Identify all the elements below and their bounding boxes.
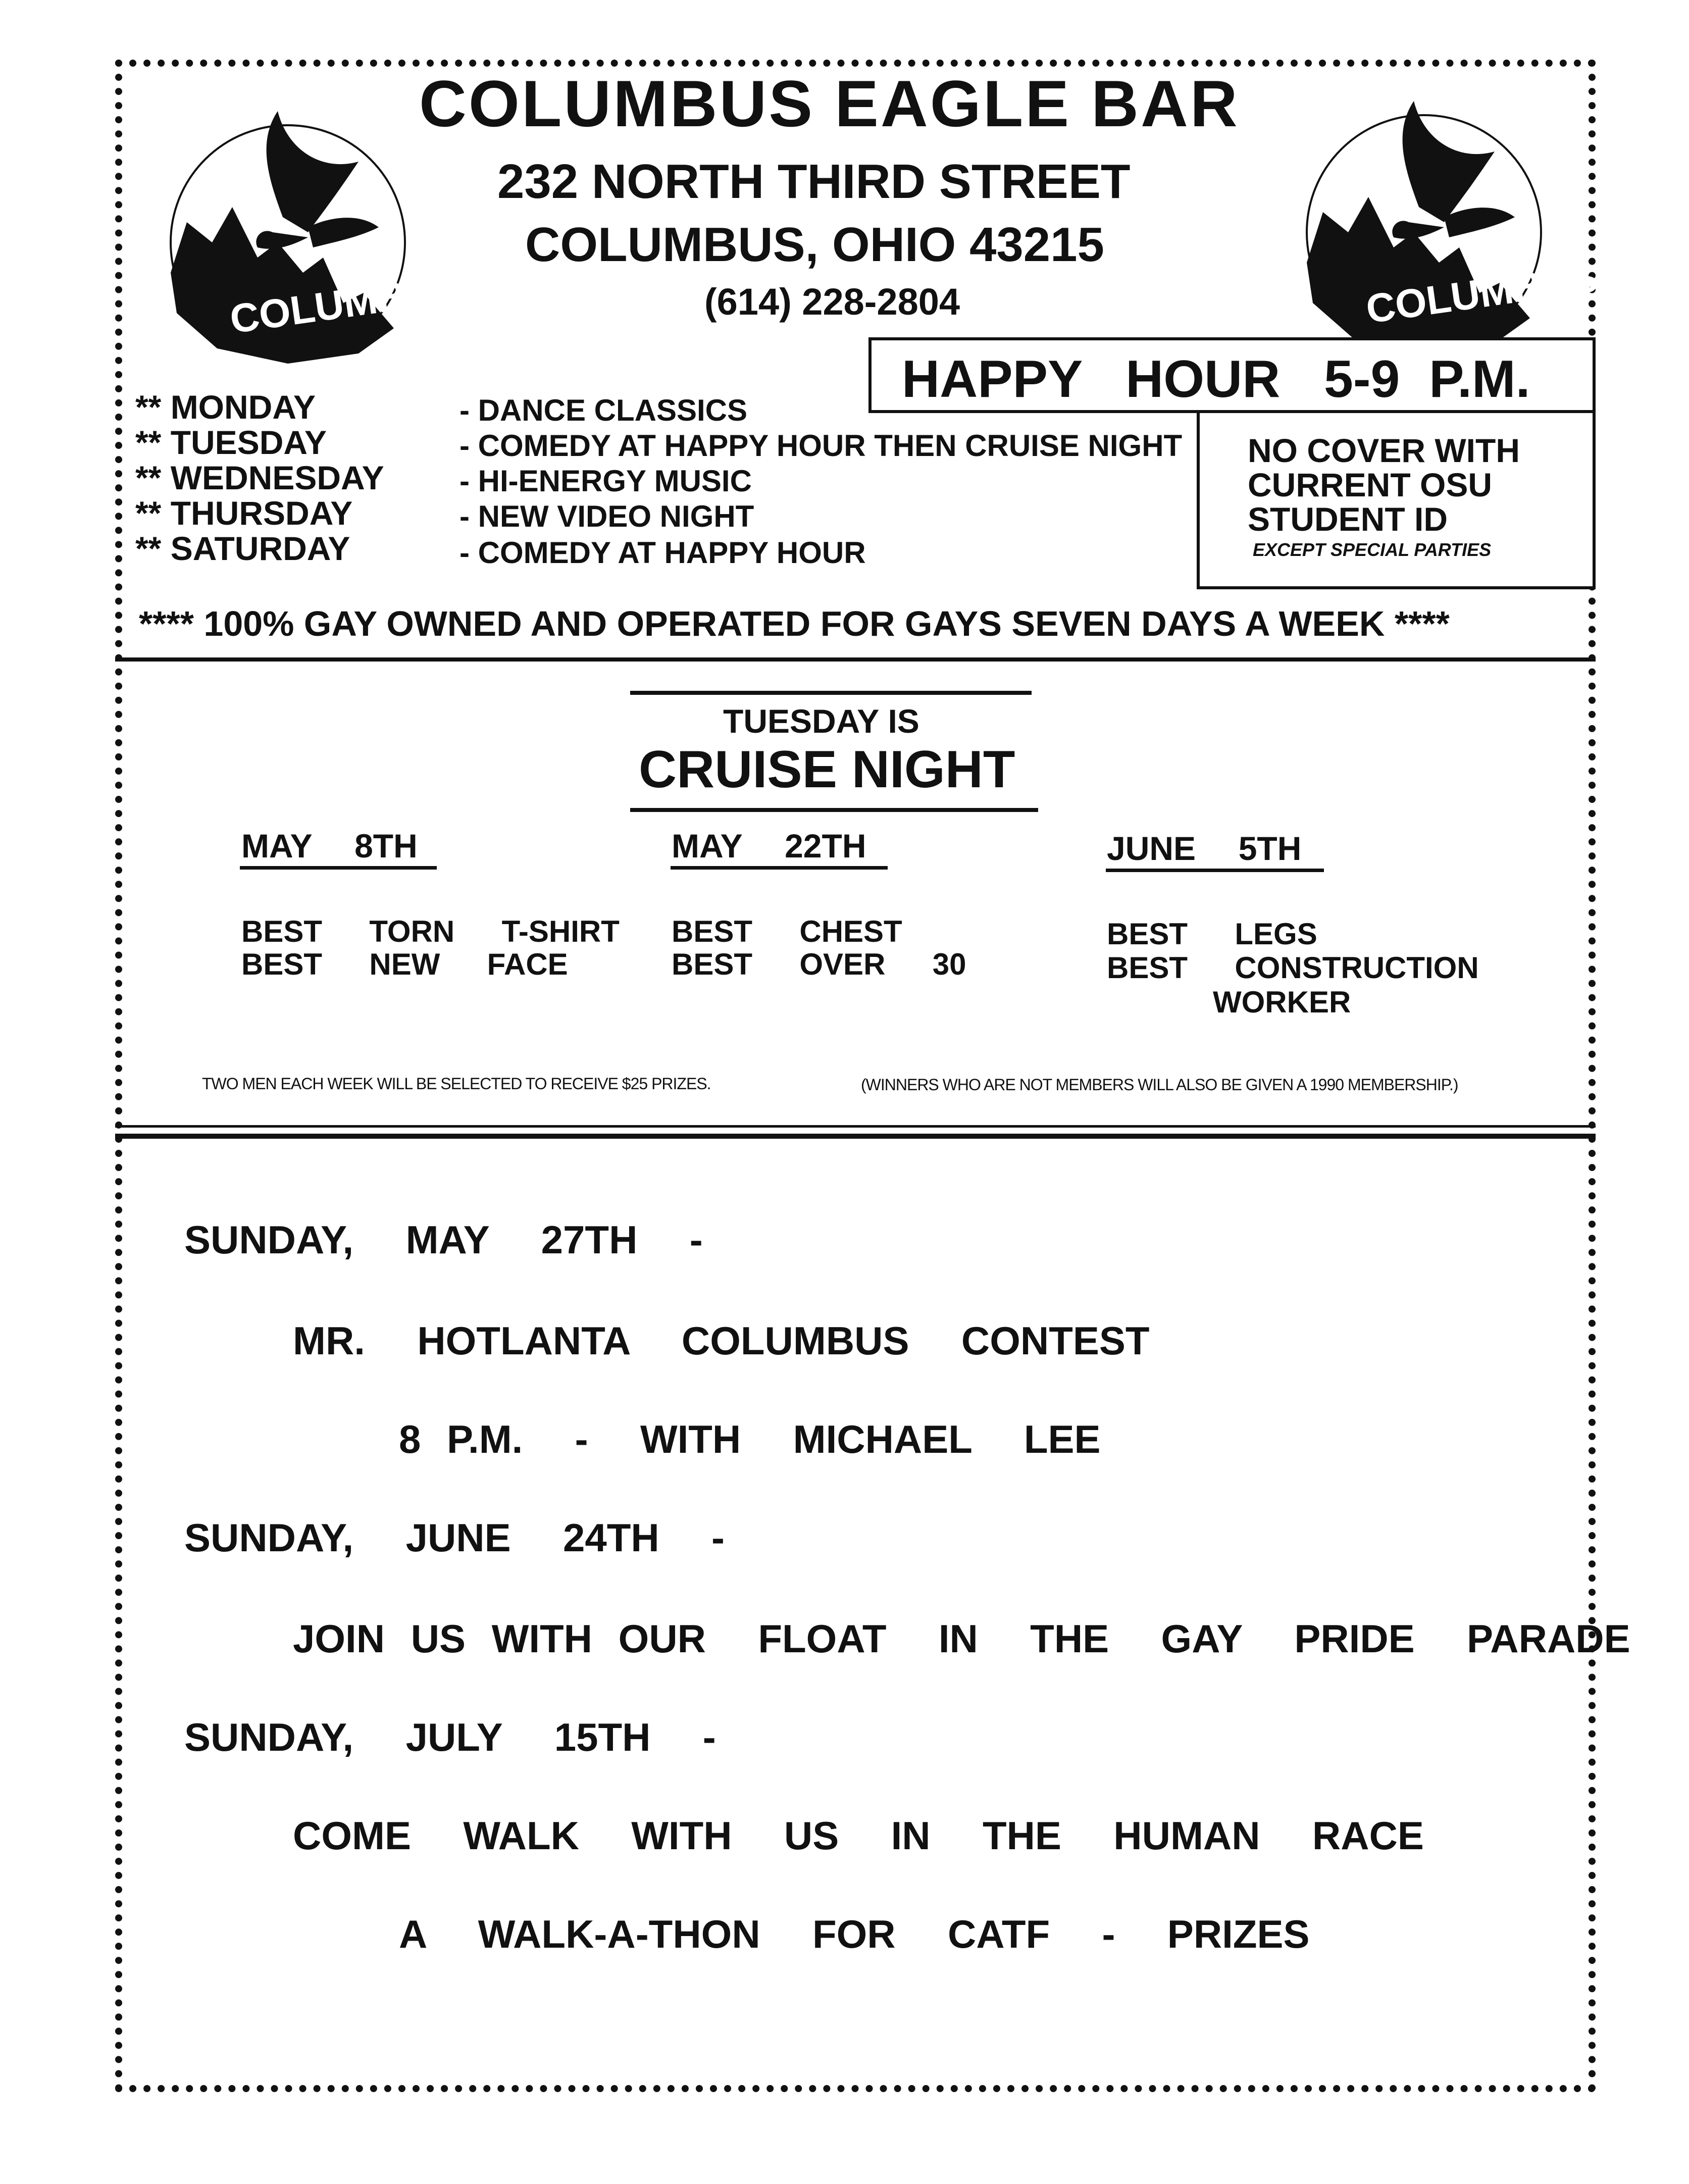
cruise-rule-top [630,691,1032,695]
bar-name-title: COLUMBUS EAGLE BAR [419,67,1240,140]
event-detail: MR. HOTLANTA COLUMBUS CONTEST [293,1318,1150,1363]
event-date: SUNDAY, MAY 27TH - [184,1217,703,1262]
schedule-desc: - NEW VIDEO NIGHT [459,499,754,533]
svg-text:COLUMBUS: COLUMBUS [1363,255,1601,332]
cruise-category: WORKER [1213,985,1351,1019]
event-detail: A WALK-A-THON FOR CATF - PRIZES [399,1912,1310,1956]
schedule-desc: - COMEDY AT HAPPY HOUR THEN CRUISE NIGHT [459,429,1183,463]
svg-text:COLUMBUS: COLUMBUS [227,265,465,342]
schedule-desc: - COMEDY AT HAPPY HOUR [459,536,866,570]
cruise-kicker: TUESDAY IS [723,702,919,740]
schedule-day: ** MONDAY [135,388,316,426]
divider-middle-thick [115,1134,1596,1139]
prize-note: TWO MEN EACH WEEK WILL BE SELECTED TO RECEIVE $25 PRIZES. [202,1075,711,1093]
cruise-date: MAY 22TH [672,827,866,865]
divider-middle-thin [115,1125,1596,1128]
membership-note: (WINNERS WHO ARE NOT MEMBERS WILL ALSO BE GIVEN A 1990 MEMBERSHIP.) [861,1076,1458,1094]
schedule-desc: - DANCE CLASSICS [459,393,748,427]
happy-hour-box [868,337,1596,413]
cruise-category: BEST NEW FACE [241,947,568,981]
event-date: SUNDAY, JULY 15TH - [184,1715,716,1759]
eagle-logo-right [1293,81,1601,364]
schedule-day: ** TUESDAY [135,424,327,461]
eagle-logo-left [157,91,465,374]
schedule-day: ** SATURDAY [135,530,350,567]
cover-box [1197,410,1596,589]
cover-line-2: CURRENT OSU [1248,466,1493,503]
cover-line-3: STUDENT ID [1248,500,1448,538]
cruise-category: BEST LEGS [1107,917,1317,951]
schedule-day: ** WEDNESDAY [135,459,384,496]
street-address: 232 NORTH THIRD STREET [497,155,1131,209]
phone-number: (614) 228-2804 [704,281,960,323]
date-underline [1106,869,1324,872]
cruise-category: BEST CHEST [672,915,902,948]
divider-top [115,657,1596,662]
event-date: SUNDAY, JUNE 24TH - [184,1515,725,1560]
cruise-category: BEST TORN T-SHIRT [241,915,620,948]
cruise-date: JUNE 5TH [1107,830,1302,867]
happy-hour-text: HAPPY HOUR 5-9 P.M. [902,350,1530,409]
cruise-category: BEST CONSTRUCTION [1107,951,1479,985]
gay-owned-banner: **** 100% GAY OWNED AND OPERATED FOR GAYS SEVEN DAYS A WEEK **** [139,604,1450,643]
cruise-title: CRUISE NIGHT [639,740,1015,799]
cruise-category: BEST OVER 30 [672,947,966,981]
schedule-desc: - HI-ENERGY MUSIC [459,464,752,498]
date-underline [671,866,888,870]
cruise-date: MAY 8TH [241,827,418,865]
date-underline [240,866,437,870]
cruise-rule-bottom [630,808,1038,812]
event-detail: COME WALK WITH US IN THE HUMAN RACE [293,1813,1424,1858]
event-detail: JOIN US WITH OUR FLOAT IN THE GAY PRIDE PARADE [293,1616,1630,1661]
cover-line-1: NO COVER WITH [1248,432,1520,469]
event-detail: 8 P.M. - WITH MICHAEL LEE [399,1417,1101,1461]
city-address: COLUMBUS, OHIO 43215 [525,218,1104,272]
cover-exception: EXCEPT SPECIAL PARTIES [1253,539,1492,560]
schedule-day: ** THURSDAY [135,494,353,532]
